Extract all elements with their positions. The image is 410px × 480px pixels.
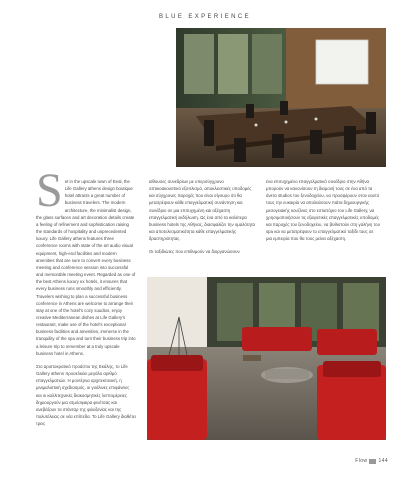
page-footer	[355, 458, 388, 464]
separator-mark	[369, 459, 376, 464]
article-column-3	[266, 178, 380, 248]
greek-paragraph-start: Στο αριστοκρατικό προάστιο της Εκάλης, το Life Gallery athens προσελκύει μεγάλο αριθμό επαγγελματιών. Η μοντέρνα αρχιτεκτονική, η μινιμαλιστική σχεδιασμός, οι γυάλινες επιφάνειες και οι καλλιτεχνικές διακοσμητικές λεπτομέρειες δημιουργούν μια ατμόσφαιρα φινέτσας και ανεβάζουν τα στάνταρ της φιλοξενίας και της πολυτέλειας σε νέα επίπεδα. Το Life Gallery διαθέτει τρεις	[36, 363, 136, 427]
english-paragraph	[36, 164, 136, 357]
magazine-name: Flow	[355, 458, 368, 464]
greek-paragraph-2: Οι ταξιδιώτες που επιθυμούν να διοργανώσουν	[149, 249, 240, 255]
greek-paragraph-3: ένα επιτυχημένο επαγγελματικό συνέδριο στην Αθήνα μπορούν να κανονίσουν τη διαμονή τους σε ένα από τα άνετα studios του ξενοδοχείου, να προσφέρουν στον εαυτό τους την ευκαιρία να απολαύσουν πιάτα δημιουργικής μεσογειακής κουζίνας στο εστιατόριο του Life Gallery, να χρησιμοποιήσουν τις εξαιρετικές επαγγελματικές υποδομές και παροχές του ξενοδοχείου, να βυθιστούν στη γαλήνη του spa και να μετατρέψουν το επαγγελματικό ταξίδι τους σε μια εμπειρία που θα τους μείνει αξέχαστη.	[266, 179, 380, 242]
conference-room-photo	[176, 28, 386, 167]
drop-cap: S	[36, 164, 63, 217]
article-column-1	[36, 164, 136, 433]
page-number: 144	[378, 458, 388, 464]
article-column-2	[149, 178, 256, 262]
greek-paragraph: αίθουσες συνεδρίων με υπερσύγχρονο οπτικοακουστικό εξοπλισμό, αποκλειστικές υποδομές και σύγχρονες παροχές που είναι σίγουρο ότι θα μετατρέψουν κάθε επαγγελματική συνάντηση και συνέδριο σε μια επιτυχημένη και αξέχαστη επαγγελματική εκδήλωση. Ως ένα από τα καλύτερα business hotels της Αθήνας, διασφαλίζει την ομαλότητα και αποτελεσματικότητα κάθε επαγγελματικής δραστηριότητας.	[149, 179, 256, 242]
section-header: BLUE EXPERIENCE	[158, 14, 252, 20]
lounge-photo	[147, 277, 386, 440]
english-text: et in the upscale town of Eeal, the Life Gallery athens design boutique hotel attracts a great number of business travelers. The modern architecture, the minimalist design, the glass surfaces and art decoration details create a feeling of refinement and sophistication raising the standards of hospitality and unprecedented luxury. Life Gallery athens features three conference rooms with state of the art audio visual equipment, high-end facilities and modern amenities that are sure to convert every business meeting and conference session into successful and memorable meeting event. Regarded as one of the best Athens luxury ex hotels, it ensures that every business runs smoothly and efficiently. Travelers wishing to plan a successful business conference in Athens are welcome to arrange their stay at one of the hotel's cozy suudios, enjoy creative Mediterranean dishes at Life Gallery's restaurant, make use of the hotel's exceptional business facilities and amenities, immerse in the tranquility of the spa and turn their business trip into a leisure trip to remember at a truly upscale business hotel in Athens.	[36, 179, 136, 356]
